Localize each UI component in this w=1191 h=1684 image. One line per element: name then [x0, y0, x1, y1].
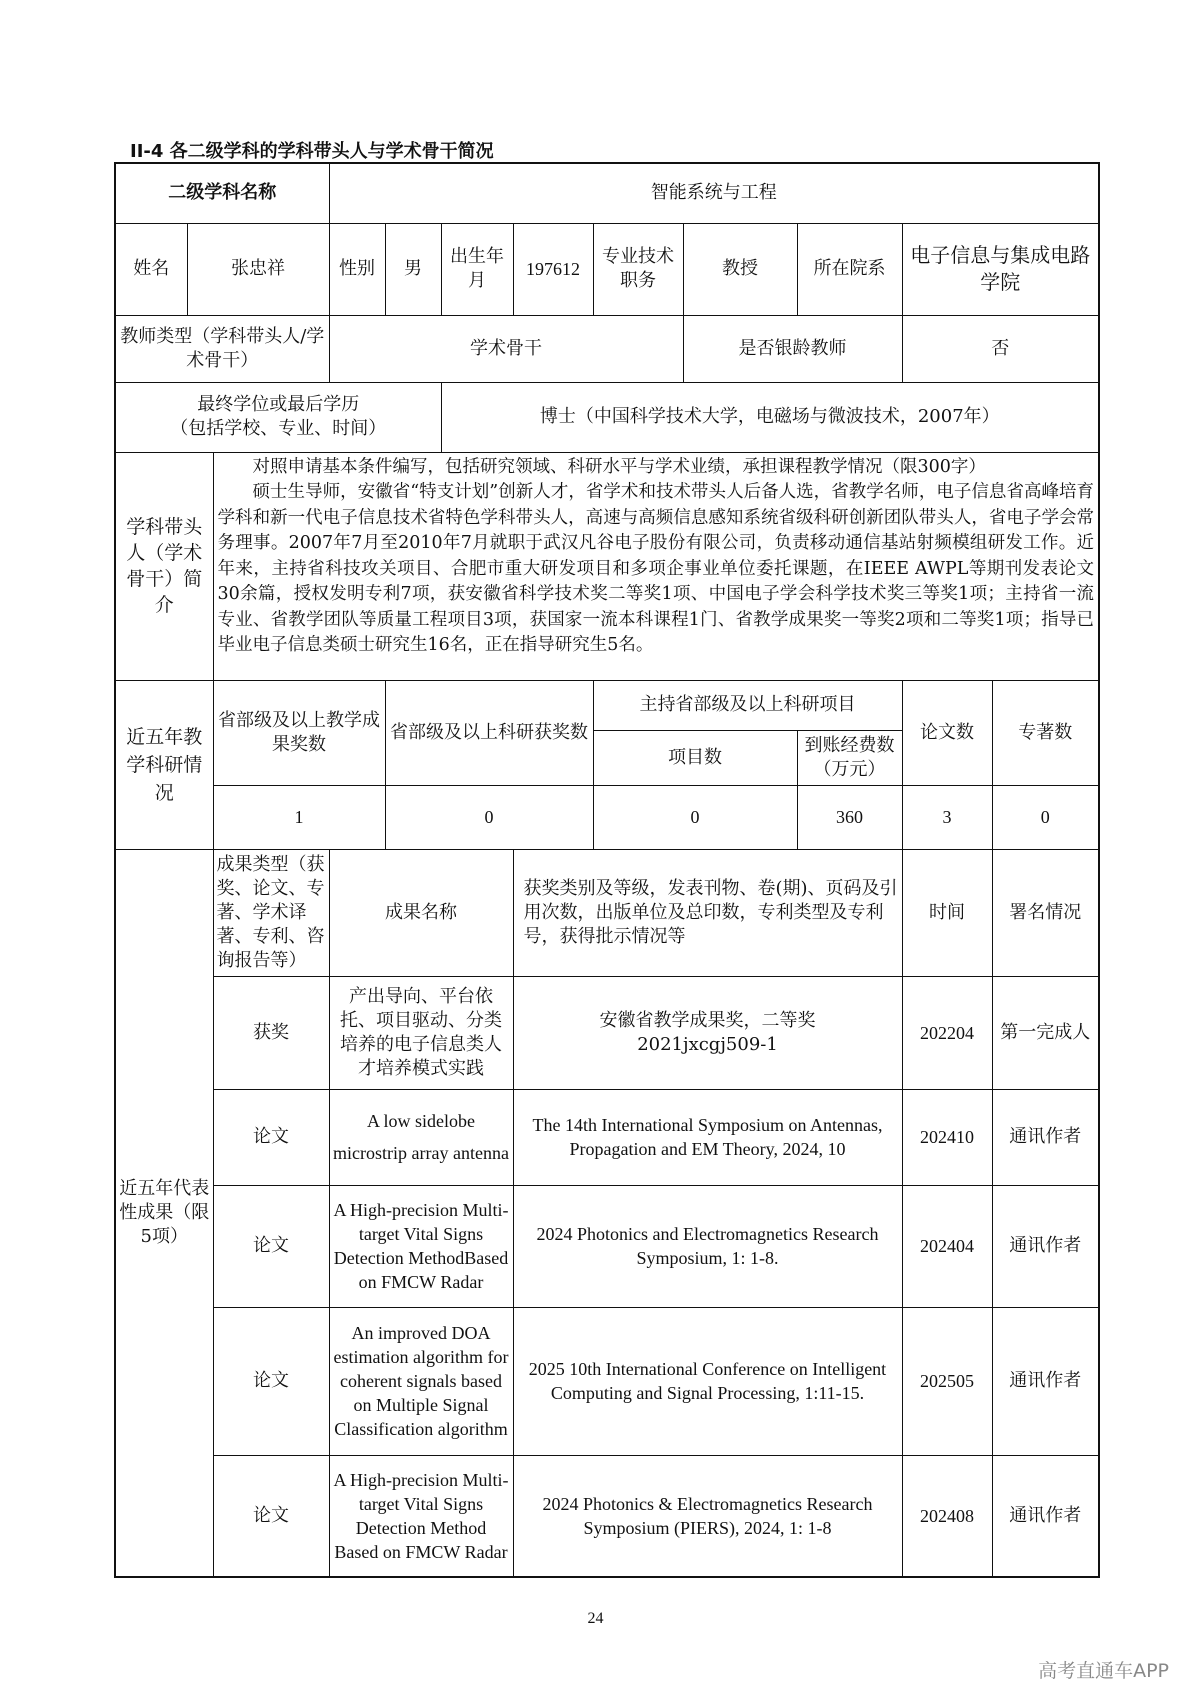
name-value: 张忠祥: [187, 223, 329, 315]
section-title: II-4 各二级学科的学科带头人与学术骨干简况: [130, 141, 494, 162]
department-label: 所在院系: [797, 223, 902, 315]
discipline-label: 二级学科名称: [115, 163, 329, 223]
ach-type: 论文: [213, 1307, 329, 1455]
achievements-label: 近五年代表性成果（限5项）: [115, 849, 213, 1577]
ach-type: 论文: [213, 1089, 329, 1185]
funding-value: 360: [797, 785, 902, 849]
ach-name: A low sidelobe microstrip array antenna: [329, 1089, 513, 1185]
funding-label: 到账经费数（万元）: [797, 730, 902, 785]
discipline-row: [115, 163, 1099, 223]
ach-author: 第一完成人: [992, 976, 1099, 1089]
gender-label: 性别: [329, 223, 385, 315]
research-awards-value: 0: [385, 785, 593, 849]
ach-time: 202505: [902, 1307, 992, 1455]
intro-row: [115, 452, 1099, 680]
stats-values-row: [115, 785, 1099, 849]
teacher-type-row: [115, 315, 1099, 382]
intro-content: [213, 452, 1099, 680]
silver-age-label: 是否银龄教师: [683, 315, 902, 382]
achievement-row: [115, 1089, 1099, 1185]
degree-label-line2: （包括学校、专业、时间）: [170, 418, 387, 439]
birth-label: 出生年月: [441, 223, 513, 315]
achievement-row: [115, 1185, 1099, 1307]
ach-detail-label: 获奖类别及等级，发表刊物、卷(期)、页码及引用次数，出版单位及总印数，专利类型及专利号，获得批示情况等: [513, 849, 902, 976]
ach-author-label: 署名情况: [992, 849, 1099, 976]
intro-label: 学科带头人（学术骨干）简介: [115, 452, 213, 680]
degree-row: [115, 382, 1099, 452]
achievements-header-row: [115, 849, 1099, 976]
ach-time: 202408: [902, 1455, 992, 1577]
intro-body: 硕士生导师，安徽省“特支计划”创新人才，省学术和技术带头人后备人选，省教学名师，电子信息省高峰培育学科和新一代电子信息技术省特色学科带头人，高速与高频信息感知系统省级科研创新团队带头人，省电子学会常务理事。2007年7月至2010年7月就职于武汉凡谷电子股份有限公司，负责移动通信基站射频模组研发工作。近年来，主持省科技攻关项目、合肥市重大研发项目和多项企事业单位委托课题，在IEEE AWPL等期刊发表论文30余篇，授权发明专利7项，获安徽省科学技术奖二等奖1项、中国电子学会科学技术奖三等奖1项；主持省一流专业、省教学团队等质量工程项目3项，获国家一流本科课程1门、省教学成果奖一等奖2项和二等奖1项；指导已毕业电子信息类硕士研究生16名，正在指导研究生5名。: [217, 482, 1095, 655]
discipline-value: 智能系统与工程: [329, 163, 1099, 223]
birth-value: 197612: [513, 223, 593, 315]
ach-name: An improved DOA estimation algorithm for coherent signals based on Multiple Signal Classification algorithm: [329, 1307, 513, 1455]
ach-time: 202204: [902, 976, 992, 1089]
ach-detail: 2024 Photonics & Electromagnetics Research Symposium (PIERS), 2024, 1: 1-8: [513, 1455, 902, 1577]
ach-name: A High-precision Multi-target Vital Signs Detection Method Based on FMCW Radar: [329, 1455, 513, 1577]
project-count-label: 项目数: [593, 730, 797, 785]
department-value: 电子信息与集成电路学院: [902, 223, 1099, 315]
degree-value: 博士（中国科学技术大学，电磁场与微波技术，2007年）: [441, 382, 1099, 452]
ach-type: 论文: [213, 1455, 329, 1577]
ach-author: 通讯作者: [992, 1185, 1099, 1307]
papers-value: 3: [902, 785, 992, 849]
title-label: 专业技术职务: [593, 223, 683, 315]
monographs-value: 0: [992, 785, 1099, 849]
ach-author: 通讯作者: [992, 1307, 1099, 1455]
name-label: 姓名: [115, 223, 187, 315]
page-number: 24: [587, 1610, 604, 1627]
ach-time: 202404: [902, 1185, 992, 1307]
ach-detail: 2025 10th International Conference on Intelligent Computing and Signal Processing, 1:11-15.: [513, 1307, 902, 1455]
watermark-text: 高考直通车APP: [1038, 1660, 1169, 1682]
monographs-label: 专著数: [992, 680, 1099, 785]
degree-label: [115, 382, 441, 452]
ach-author: 通讯作者: [992, 1455, 1099, 1577]
ach-type-label: 成果类型（获奖、论文、专著、学术译著、专利、咨询报告等）: [213, 849, 329, 976]
ach-author: 通讯作者: [992, 1089, 1099, 1185]
faculty-profile-table: [114, 162, 1100, 1578]
ach-time: 202410: [902, 1089, 992, 1185]
stats-label: 近五年教学科研情况: [115, 680, 213, 849]
ach-name: A High-precision Multi-target Vital Signs Detection MethodBased on FMCW Radar: [329, 1185, 513, 1307]
ach-detail: 安徽省教学成果奖，二等奖 2021jxcgj509-1: [513, 976, 902, 1089]
ach-detail: 2024 Photonics and Electromagnetics Research Symposium, 1: 1-8.: [513, 1185, 902, 1307]
ach-name-label: 成果名称: [329, 849, 513, 976]
papers-label: 论文数: [902, 680, 992, 785]
achievement-row: [115, 976, 1099, 1089]
ach-name: 产出导向、平台依托、项目驱动、分类培养的电子信息类人才培养模式实践: [329, 976, 513, 1089]
ach-type: 获奖: [213, 976, 329, 1089]
degree-label-line1: 最终学位或最后学历: [197, 394, 360, 415]
project-count-value: 0: [593, 785, 797, 849]
stats-header-row-1: [115, 680, 1099, 730]
basic-info-row: [115, 223, 1099, 315]
teacher-type-label: 教师类型（学科带头人/学术骨干）: [115, 315, 329, 382]
research-awards-label: 省部级及以上科研获奖数: [385, 680, 593, 785]
ach-type: 论文: [213, 1185, 329, 1307]
teaching-awards-label: 省部级及以上教学成果奖数: [213, 680, 385, 785]
projects-header: 主持省部级及以上科研项目: [593, 680, 902, 730]
intro-instruction: 对照申请基本条件编写，包括研究领域、科研水平与学术业绩，承担课程教学情况（限300字）: [252, 456, 986, 477]
silver-age-value: 否: [902, 315, 1099, 382]
ach-time-label: 时间: [902, 849, 992, 976]
title-value: 教授: [683, 223, 797, 315]
ach-detail: The 14th International Symposium on Antennas, Propagation and EM Theory, 2024, 10: [513, 1089, 902, 1185]
achievement-row: [115, 1307, 1099, 1455]
gender-value: 男: [385, 223, 441, 315]
teaching-awards-value: 1: [213, 785, 385, 849]
achievement-row: [115, 1455, 1099, 1577]
teacher-type-value: 学术骨干: [329, 315, 683, 382]
